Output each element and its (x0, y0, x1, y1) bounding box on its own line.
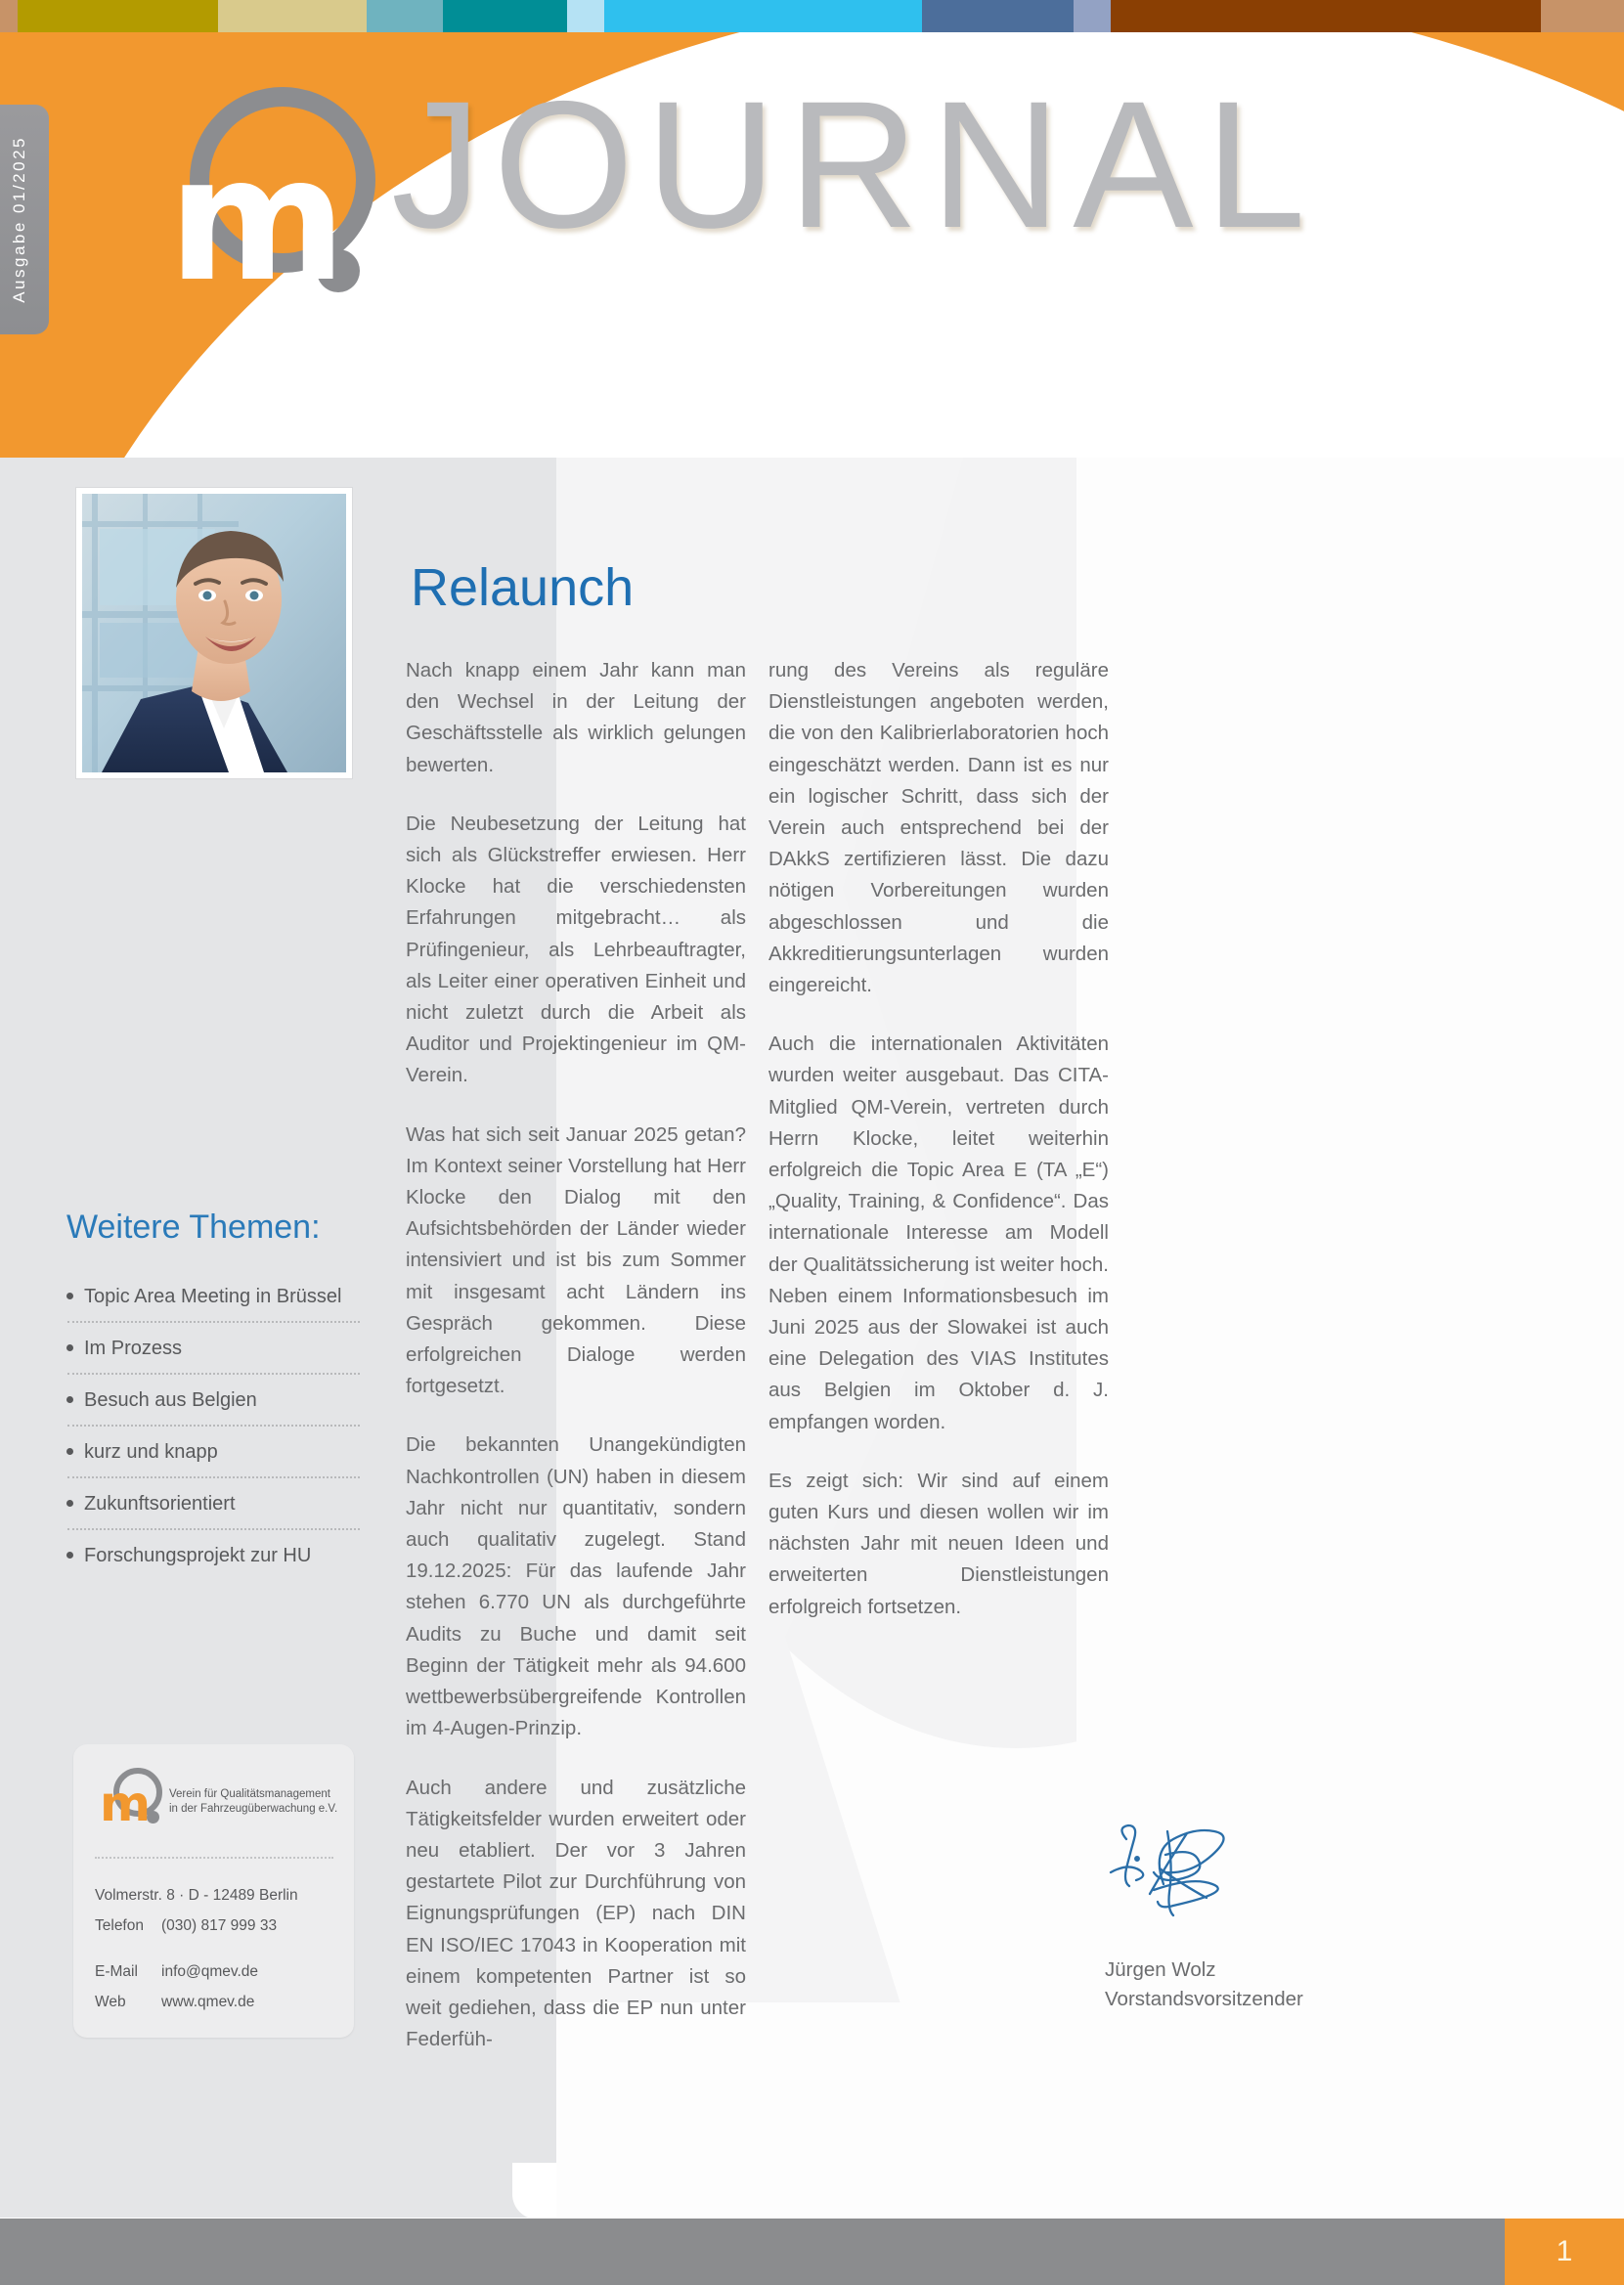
themen-list-item[interactable] (66, 1478, 360, 1528)
issue-tab-label: Ausgabe 01/2025 (10, 136, 28, 303)
contact-separator (95, 1857, 333, 1859)
article-paragraph: rung des Vereins als reguläre Dienstleistungen angeboten werden, die von den Kalibrierlaboratorien hoch eingeschätzt werden. Dann ist es nur ein logischer Schritt, dass sich der Verein auch entsprechend bei der DAkkS zertifizieren lässt. Die dazu nötigen Vorbereitungen wurden abgeschlossen und die Akkreditierungsunterlagen wurden eingereicht. (768, 659, 1109, 997)
journal-subtitle: Verein für Qualitätsmanagement in der Fahrzeugüberwachung e. V. (445, 265, 1165, 286)
signature-image (1105, 1814, 1339, 1941)
color-swatch-6 (604, 0, 922, 32)
contact-logo-letter: m (100, 1776, 150, 1832)
color-swatch-4 (443, 0, 567, 32)
color-swatch-8 (1074, 0, 1111, 32)
themen-item-label: Im Prozess (84, 1338, 183, 1359)
themen-item-label: Forschungsprojekt zur HU (84, 1545, 312, 1566)
article-paragraph: Auch andere und zusätzliche Tätigkeitsfelder wurden erweitert oder neu etabliert. Der vor 3 Jahren gestartete Pilot zur Durchführung von Eignungsprüfungen (EP) nach DIN EN ISO/IEC 17043 in Kooperation mit einem kompetenten Partner ist so weit gediehen, dass die EP nun unter Federfüh- (406, 1776, 746, 2051)
color-swatch-2 (218, 0, 367, 32)
article-column-left (406, 655, 746, 2055)
contact-phone-label: Telefon (95, 1917, 144, 1934)
color-swatch-1 (18, 0, 218, 32)
color-swatch-7 (922, 0, 1074, 32)
issue-tab (0, 105, 49, 334)
themen-list-item[interactable] (66, 1530, 360, 1580)
article-paragraph: Auch die internationalen Aktivitäten wurden weiter ausgebaut. Das CITA-Mitglied QM-Verein, vertreten durch Herrn Klocke, leitet weiterhin erfolgreich die Topic Area E (TA „E“) „Quality, Training, & Confidence“. Das internationale Interesse am Modell der Qualitätssicherung ist weiter hoch. Neben einem Informationsbesuch im Juni 2025 aus der Slowakei ist auch eine Delegation des VIAS Institutes aus Belgien im Oktober d. J. empfangen worden. (768, 1033, 1109, 1433)
color-swatch-5 (567, 0, 604, 32)
page-footer (0, 2219, 1624, 2285)
contact-org-line1: Verein für Qualitätsmanagement (169, 1788, 330, 1800)
contact-web-label: Web (95, 1994, 126, 2010)
contact-email-label: E-Mail (95, 1963, 138, 1980)
themen-item-label: kurz und knapp (84, 1441, 218, 1463)
bullet-icon (66, 1293, 73, 1299)
page-header (0, 32, 1624, 458)
article-column-right (768, 655, 1109, 2055)
handwritten-signature-icon (1105, 1814, 1339, 1941)
contact-email-row[interactable] (95, 1963, 339, 1981)
signatory-role: Vorstandsvorsitzender (1105, 1988, 1303, 2010)
bullet-icon (66, 1344, 73, 1351)
contact-phone-row (95, 1917, 339, 1935)
contact-card (73, 1744, 354, 2038)
themen-list-item[interactable] (66, 1323, 360, 1373)
signatory-name: Jürgen Wolz (1105, 1958, 1216, 1981)
contact-logo (100, 1768, 162, 1832)
contact-email-value[interactable]: info@qmev.de (161, 1963, 259, 1980)
sidebar-corner-cut (512, 2163, 557, 2219)
contact-phone-value: (030) 817 999 33 (161, 1917, 278, 1934)
color-swatch-9 (1111, 0, 1541, 32)
article-paragraph: Die bekannten Unangekündigten Nachkontrollen (UN) haben in diesem Jahr nicht nur quantitativ, sondern auch qualitativ zugelegt. Stand 19.12.2025: Für das laufende Jahr stehen 6.770 UN als durchgeführte Audits zu Buche und damit seit Beginn der Tätigkeit mehr als 94.600 wettbewerbsübergreifende Kontrollen im 4-Augen-Prinzip. (406, 1433, 746, 1740)
themen-item-label: Topic Area Meeting in Brüssel (84, 1286, 342, 1307)
portrait-image (82, 494, 346, 772)
contact-org-line2: in der Fahrzeugüberwachung e.V. (169, 1803, 338, 1815)
signature-block (1105, 1955, 1303, 2014)
weitere-themen-title: Weitere Themen: (66, 1208, 321, 1246)
contact-address-row (95, 1887, 339, 1905)
contact-details (95, 1887, 339, 2024)
article-paragraph: Es zeigt sich: Wir sind auf einem guten Kurs und diesen wollen wir im nächsten Jahr mit neuen Ideen und erweiterten Dienstleistungen erfolgreich fortsetzen. (768, 1469, 1109, 1618)
bullet-icon (66, 1552, 73, 1559)
article-paragraph: Was hat sich seit Januar 2025 getan? Im Kontext seiner Vorstellung hat Herr Klocke den Dialog mit den Aufsichtsbehörden der Länder wieder intensiviert und ist bis zum Sommer mit insgesamt acht Ländern ins Gespräch gekommen. Diese erfolgreichen Dialoge werden fortgesetzt. (406, 1122, 746, 1398)
qm-logo (168, 81, 383, 320)
article-title: Relaunch (411, 558, 635, 617)
contact-web-row[interactable] (95, 1994, 339, 2011)
contact-web-value[interactable]: www.qmev.de (161, 1994, 255, 2010)
themen-list-item[interactable] (66, 1375, 360, 1425)
color-swatch-10 (1541, 0, 1624, 32)
contact-spacer (95, 1948, 339, 1963)
article-paragraph: Nach knapp einem Jahr kann man den Wechsel in der Leitung der Geschäftsstelle als wirklich gelungen bewerten. (406, 659, 746, 776)
bullet-icon (66, 1396, 73, 1403)
article-paragraph: Die Neubesetzung der Leitung hat sich als Glückstreffer erwiesen. Herr Klocke hat die verschiedensten Erfahrungen mitgebracht… als Prüfingenieur, als Lehrbeauftragter, als Leiter einer operativen Einheit und nicht zuletzt durch die Arbeit als Auditor und Projektingenieur im QM-Verein. (406, 812, 746, 1087)
themen-list-item[interactable] (66, 1271, 360, 1321)
color-swatch-0 (0, 0, 18, 32)
bullet-icon (66, 1448, 73, 1455)
portrait-photo (76, 488, 352, 778)
color-swatch-3 (367, 0, 443, 32)
journal-wordmark: JOURNAL (391, 65, 1318, 266)
bullet-icon (66, 1500, 73, 1507)
themen-list-item[interactable] (66, 1427, 360, 1476)
themen-item-label: Besuch aus Belgien (84, 1389, 257, 1411)
portrait-illustration (82, 494, 346, 772)
contact-org-name (169, 1787, 345, 1817)
page-number-badge: 1 (1505, 2219, 1624, 2285)
themen-item-label: Zukunftsorientiert (84, 1493, 236, 1515)
top-color-strip (0, 0, 1624, 32)
weitere-themen-list (66, 1271, 360, 1580)
contact-address: Volmerstr. 8 · D - 12489 Berlin (95, 1887, 298, 1904)
logo-letter: m (168, 121, 339, 320)
